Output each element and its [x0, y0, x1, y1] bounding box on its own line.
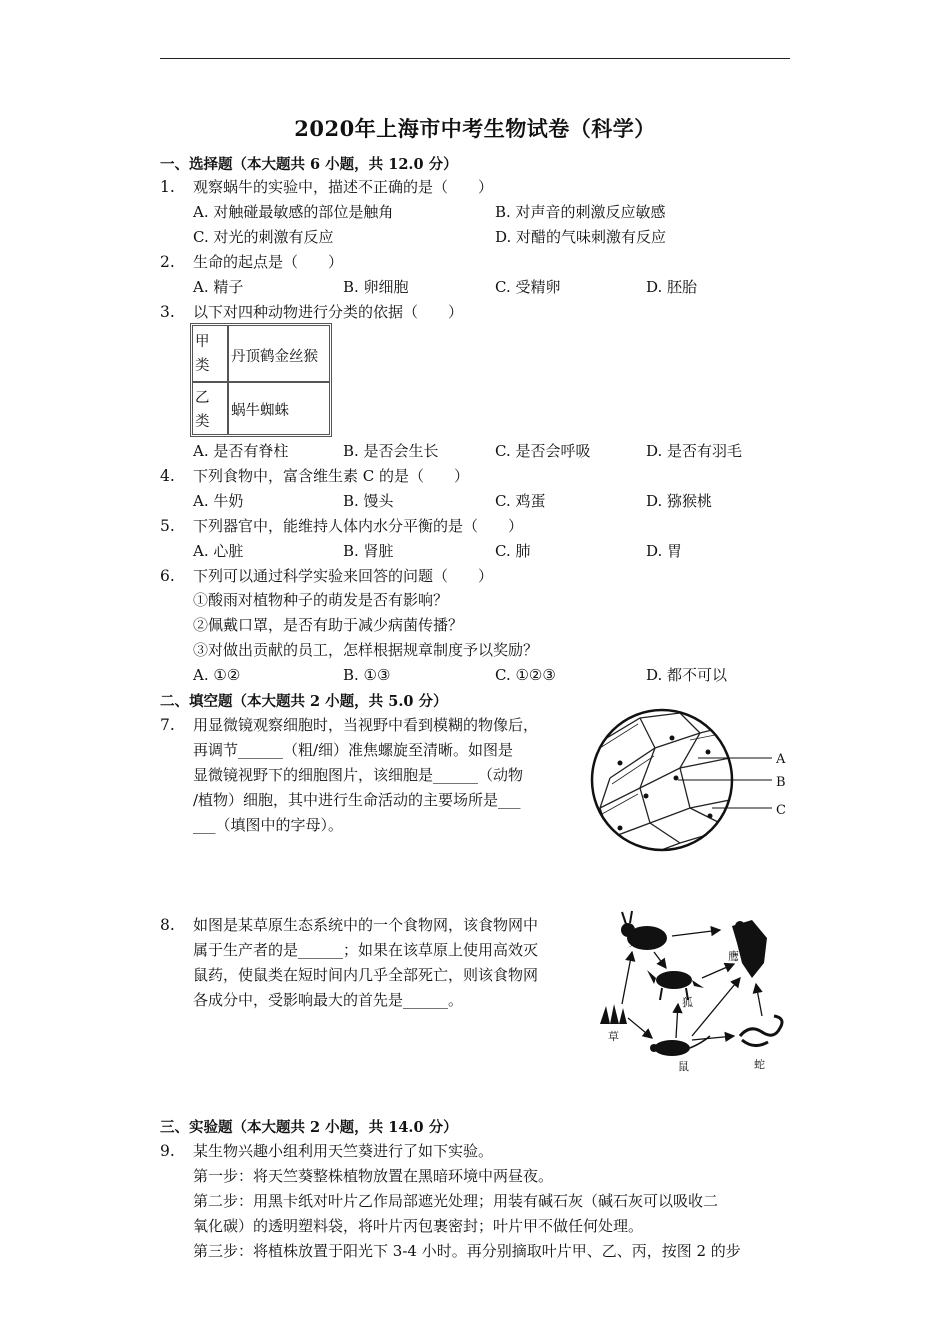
- option-a: A. 对触碰最敏感的部位是触角: [193, 203, 394, 221]
- option-c: C. ①②③: [495, 666, 556, 684]
- question-text: 如图是某草原生态系统中的一个食物网，该食物网中: [193, 916, 539, 934]
- question-number: 3.: [160, 303, 175, 321]
- statement: ③对做出贡献的员工，怎样根据规章制度予以奖励？: [193, 641, 539, 659]
- cell-microscope-figure: [580, 708, 800, 858]
- row-animals: 蜗牛蜘蛛: [231, 403, 289, 419]
- snake-icon: [740, 1016, 782, 1046]
- label-b: B: [776, 775, 786, 790]
- option-d: D. 对醋的气味刺激有反应: [495, 228, 667, 246]
- question-text: ___（填图中的字母）。: [193, 816, 344, 834]
- organism-fox: 狐: [682, 996, 693, 1009]
- question-text: 用显微镜观察细胞时，当视野中看到模糊的物像后，: [193, 716, 539, 734]
- option-c: C. 鸡蛋: [495, 492, 546, 510]
- question-number: 9.: [160, 1142, 175, 1160]
- classification-table: [190, 323, 332, 437]
- row-label: 类: [195, 358, 210, 374]
- option-d: D. 是否有羽毛: [646, 442, 743, 460]
- question-number: 5.: [160, 517, 175, 535]
- question-stem: 观察蜗牛的实验中，描述不正确的是（ ）: [193, 178, 494, 196]
- question-text: 某生物兴趣小组利用天竺葵进行了如下实验。: [193, 1142, 494, 1160]
- page-title: 2020年上海市中考生物试卷（科学）: [294, 116, 656, 141]
- fox-icon: [647, 970, 704, 1000]
- row-label: 乙: [195, 390, 210, 406]
- organism-mouse: 鼠: [678, 1060, 689, 1073]
- question-text: /植物）细胞，其中进行生命活动的主要场所是___: [193, 791, 521, 809]
- question-text: 各成分中，受影响最大的首先是______。: [193, 991, 464, 1009]
- question-number: 1.: [160, 178, 175, 196]
- organism-rabbit: 兔: [628, 936, 639, 949]
- option-d: D. 都不可以: [646, 666, 728, 684]
- option-c: C. 是否会呼吸: [495, 442, 591, 460]
- food-web-figure: [592, 908, 802, 1078]
- organism-grass: 草: [608, 1030, 619, 1043]
- question-stem: 生命的起点是（ ）: [193, 253, 344, 271]
- table-row: [193, 384, 329, 434]
- row-label: 类: [195, 414, 210, 430]
- option-d: D. 猕猴桃: [646, 492, 713, 510]
- question-text: 再调节______（粗/细）准焦螺旋至清晰。如图是: [193, 741, 514, 759]
- label-a: A: [776, 752, 786, 767]
- question-text: 氧化碳）的透明塑料袋，将叶片丙包裹密封；叶片甲不做任何处理。: [193, 1217, 644, 1235]
- table-row: [193, 328, 329, 381]
- option-a: A. 是否有脊柱: [193, 442, 289, 460]
- eagle-icon: [732, 920, 767, 978]
- statement: ②佩戴口罩，是否有助于减少病菌传播？: [193, 616, 464, 634]
- header-rule: [160, 58, 790, 59]
- question-number: 7.: [160, 716, 175, 734]
- option-b: B. 馒头: [343, 492, 394, 510]
- option-a: A. 心脏: [193, 542, 244, 560]
- row-animals: 丹顶鹤金丝猴: [231, 349, 318, 365]
- option-b: B. 是否会生长: [343, 442, 439, 460]
- question-text: 属于生产者的是______；如果在该草原上使用高效灭: [193, 941, 539, 959]
- question-number: 6.: [160, 567, 175, 585]
- label-c: C: [776, 803, 786, 818]
- table-divider: [193, 381, 329, 383]
- question-stem: 以下对四种动物进行分类的依据（ ）: [193, 303, 464, 321]
- question-text: 第三步：将植株放置于阳光下 3-4 小时。再分别摘取叶片甲、乙、丙，按图 2 的步: [193, 1242, 741, 1260]
- question-stem: 下列器官中，能维持人体内水分平衡的是（ ）: [193, 517, 524, 535]
- question-text: 第一步：将天竺葵整株植物放置在黑暗环境中两昼夜。: [193, 1167, 554, 1185]
- option-b: B. ①③: [343, 666, 391, 684]
- question-text: 鼠药，使鼠类在短时间内几乎全部死亡，则该食物网: [193, 966, 539, 984]
- section-heading-experiment: 三、实验题（本大题共 2 小题，共 14.0 分）: [160, 1119, 458, 1136]
- option-a: A. 牛奶: [193, 492, 244, 510]
- question-text: 第二步：用黑卡纸对叶片乙作局部遮光处理；用装有碱石灰（碱石灰可以吸收二: [193, 1192, 719, 1210]
- grass-icon: [600, 1004, 627, 1024]
- option-b: B. 肾脏: [343, 542, 394, 560]
- statement: ①酸雨对植物种子的萌发是否有影响？: [193, 591, 449, 609]
- option-c: C. 对光的刺激有反应: [193, 228, 334, 246]
- option-d: D. 胚胎: [646, 278, 698, 296]
- option-b: B. 对声音的刺激反应敏感: [495, 203, 666, 221]
- option-c: C. 肺: [495, 542, 531, 560]
- question-stem: 下列食物中，富含维生素 C 的是（ ）: [193, 467, 470, 485]
- option-c: C. 受精卵: [495, 278, 561, 296]
- organism-snake: 蛇: [754, 1058, 765, 1071]
- organism-eagle: 鹰: [728, 950, 739, 963]
- option-d: D. 胃: [646, 542, 683, 560]
- question-text: 显微镜视野下的细胞图片，该细胞是______（动物: [193, 766, 524, 784]
- question-stem: 下列可以通过科学实验来回答的问题（ ）: [193, 567, 494, 585]
- question-number: 2.: [160, 253, 175, 271]
- question-number: 8.: [160, 916, 175, 934]
- section-heading-fill: 二、填空题（本大题共 2 小题，共 5.0 分）: [160, 693, 448, 710]
- question-number: 4.: [160, 467, 175, 485]
- option-b: B. 卵细胞: [343, 278, 409, 296]
- row-label: 甲: [195, 334, 210, 350]
- option-a: A. ①②: [193, 666, 241, 684]
- option-a: A. 精子: [193, 278, 244, 296]
- section-heading-choice: 一、选择题（本大题共 6 小题，共 12.0 分）: [160, 156, 458, 173]
